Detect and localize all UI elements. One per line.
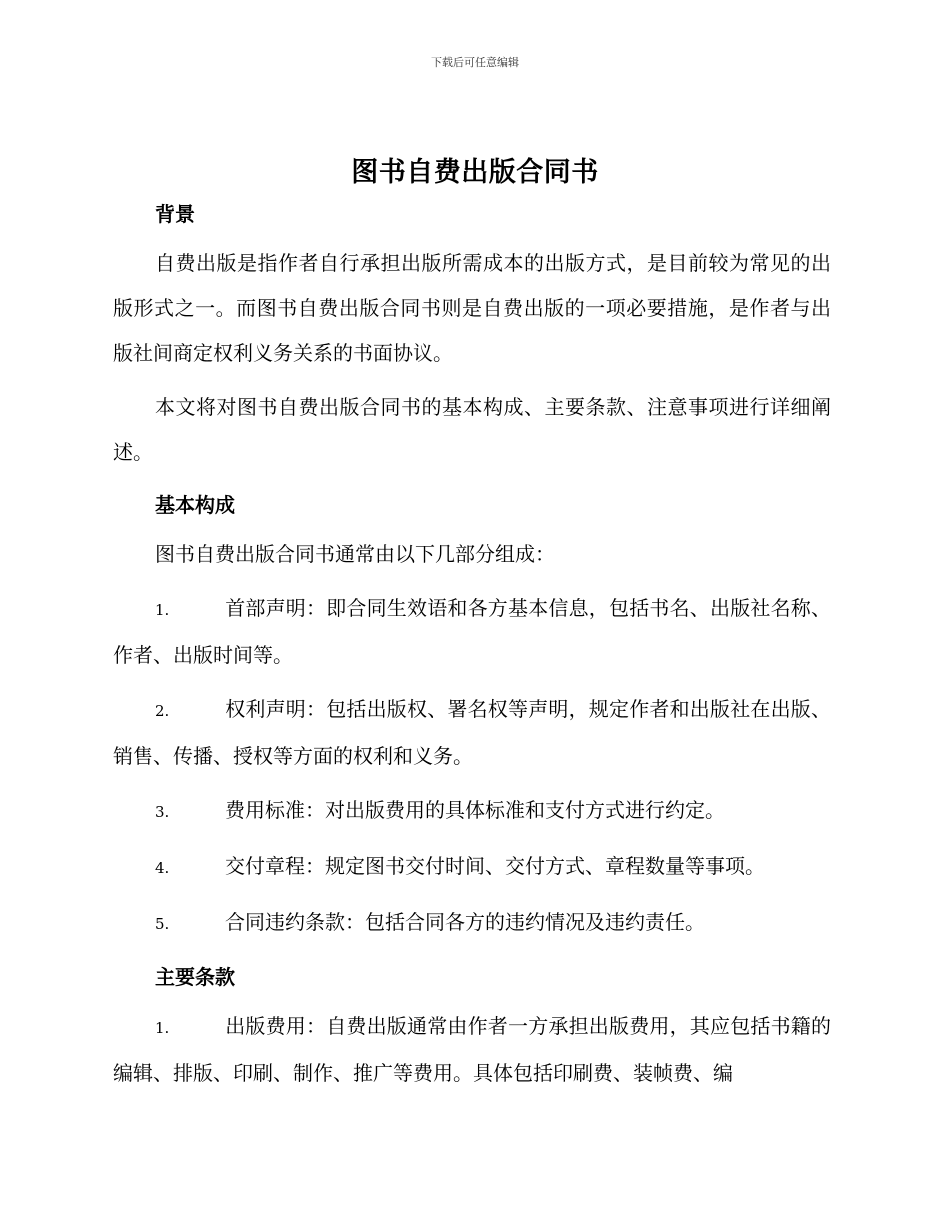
- section-heading-composition: 基本构成: [155, 493, 235, 517]
- document-title: 图书自费出版合同书: [351, 157, 599, 188]
- list-item-text: 首部声明：即合同生效语和各方基本信息，包括书名、出版社名称、作者、出版时间等。: [113, 596, 831, 667]
- paragraph: 图书自费出版合同书通常由以下几部分组成：: [155, 542, 555, 566]
- list-item-text: 交付章程：规定图书交付时间、交付方式、章程数量等事项。: [225, 854, 765, 878]
- list-item: [113, 844, 831, 891]
- list-item: [113, 586, 831, 678]
- list-item-number: 5.: [155, 915, 170, 933]
- list-item-number: 1.: [155, 1019, 170, 1037]
- list-item-text: 费用标准：对出版费用的具体标准和支付方式进行约定。: [225, 798, 725, 822]
- list-item-number: 2.: [155, 702, 170, 720]
- list-item-text: 权利声明：包括出版权、署名权等声明，规定作者和出版社在出版、销售、传播、授权等方面的权利和义务。: [113, 697, 831, 768]
- list-item: [113, 788, 831, 835]
- list-item-number: 4.: [155, 859, 170, 877]
- list-item: [113, 1004, 831, 1096]
- document-body: [113, 196, 831, 1105]
- section-heading-background: 背景: [155, 202, 195, 226]
- list-item: [113, 900, 831, 947]
- list-item-text: 合同违约条款：包括合同各方的违约情况及违约责任。: [225, 910, 705, 934]
- list-item-number: 3.: [155, 803, 170, 821]
- list-item-text: 出版费用：自费出版通常由作者一方承担出版费用，其应包括书籍的编辑、排版、印刷、制作、推广等费用。具体包括印刷费、装帧费、编: [113, 1014, 831, 1085]
- section-heading-main-terms: 主要条款: [155, 965, 235, 989]
- header-note: 下载后可任意编辑: [431, 56, 519, 69]
- list-item-number: 1.: [155, 601, 170, 619]
- paragraph: 本文将对图书自费出版合同书的基本构成、主要条款、注意事项进行详细阐述。: [113, 395, 831, 464]
- list-item: [113, 687, 831, 779]
- paragraph: 自费出版是指作者自行承担出版所需成本的出版方式，是目前较为常见的出版形式之一。而图书自费出版合同书则是自费出版的一项必要措施，是作者与出版社间商定权利义务关系的书面协议。: [113, 251, 831, 365]
